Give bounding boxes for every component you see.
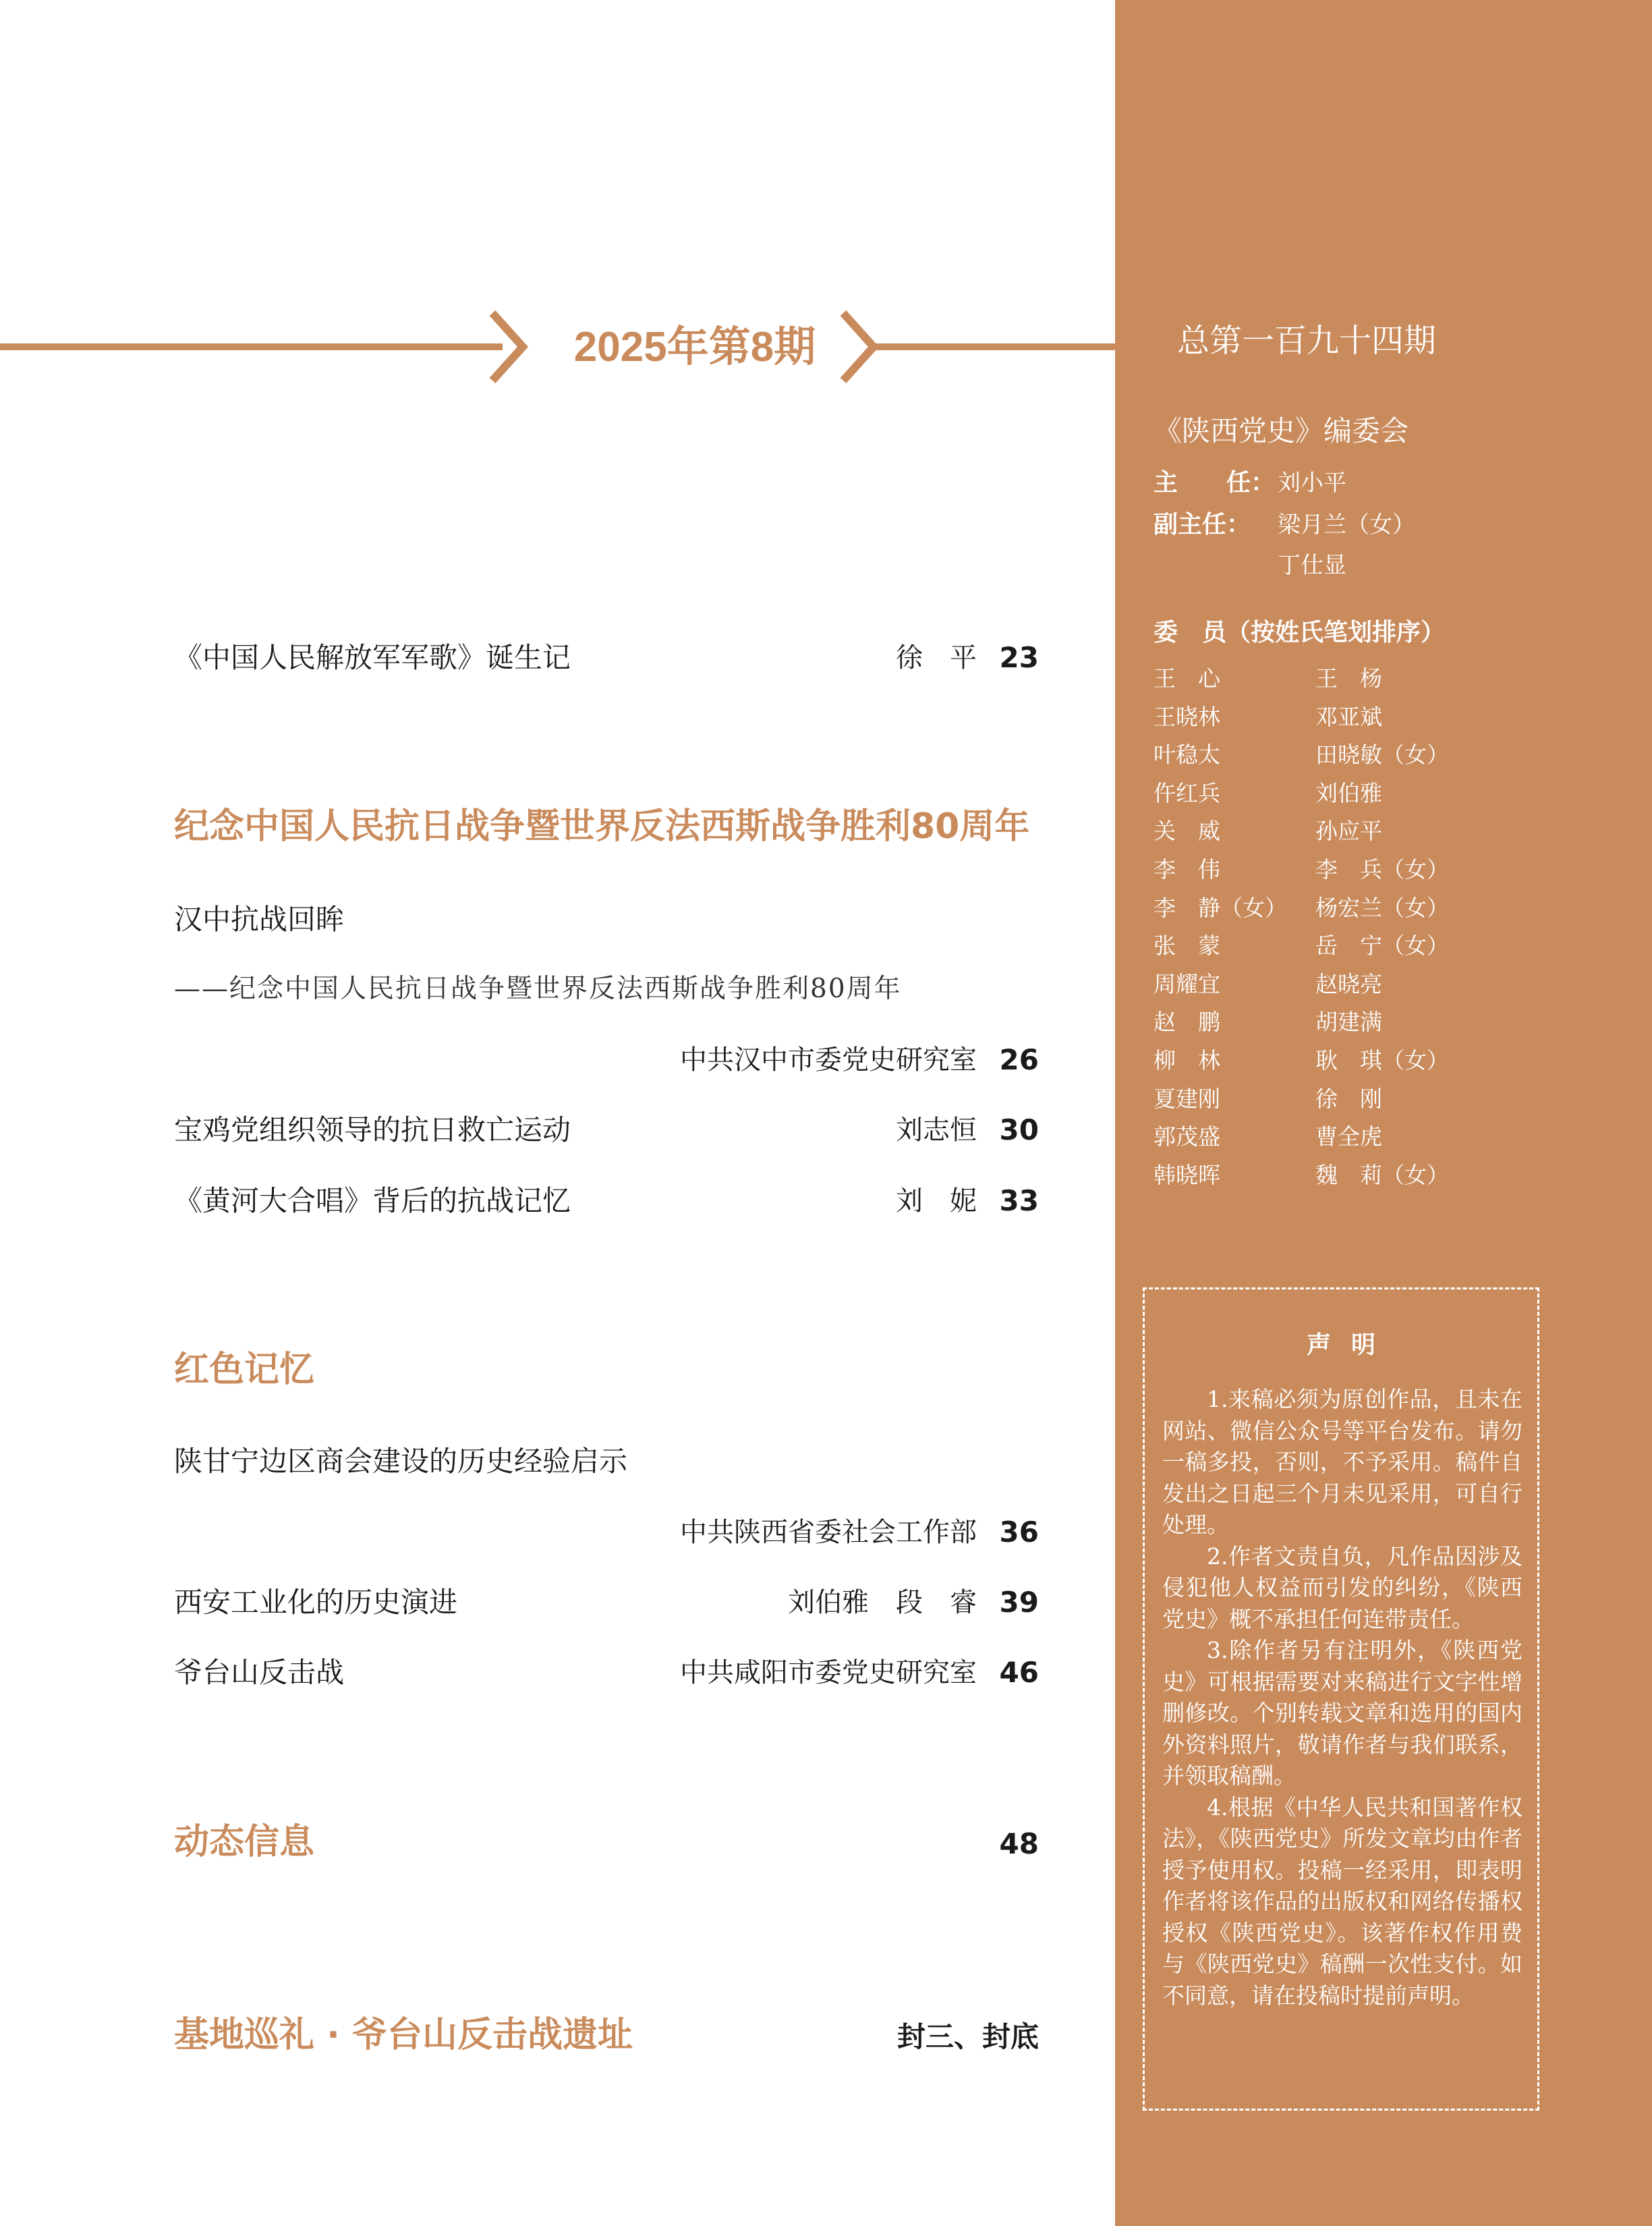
toc-item-author: 中共陕西省委社会工作部	[680, 1517, 977, 1548]
toc-item[interactable]	[174, 1579, 1039, 1626]
toc-item-title: 陕甘宁边区商会建设的历史经验启示	[174, 1445, 628, 1478]
member-name: 耿 琪（女）	[1315, 1047, 1449, 1074]
member-name: 仵红兵	[1153, 780, 1220, 806]
toc-item-page: 33	[999, 1184, 1039, 1217]
section-heading[interactable]: 动态信息	[174, 1822, 315, 1862]
notice-paragraph: 4.根据《中华人民共和国著作权法》，《陕西党史》所发文章均由作者授予使用权。投稿一经采用，即表明作者将该作品的出版权和网络传播权授权《陕西党史》。该著作权作用费与《陕西党史》稿酬一次性支付。如不同意，请在投稿时提前声明。	[1162, 1793, 1522, 2009]
editorial-board-title: 《陕西党史》编委会	[1153, 414, 1409, 447]
member-name: 韩晓晖	[1153, 1162, 1220, 1188]
notice-paragraph: 2.作者文责自负，凡作品因涉及侵犯他人权益而引发的纠纷，《陕西党史》概不承担任何连带责任。	[1162, 1542, 1522, 1632]
toc-item-author: 刘志恒	[896, 1115, 977, 1146]
member-name: 柳 林	[1153, 1047, 1220, 1074]
member-name: 岳 宁（女）	[1315, 933, 1449, 959]
member-name: 魏 莉（女）	[1315, 1162, 1449, 1188]
member-name: 杨宏兰（女）	[1315, 895, 1449, 921]
toc-item-page: 23	[999, 641, 1039, 674]
member-name: 夏建刚	[1153, 1086, 1220, 1112]
section-heading: 红色记忆	[174, 1349, 315, 1390]
member-name: 王 心	[1153, 665, 1220, 692]
member-name: 王 杨	[1315, 665, 1382, 692]
toc-item-author: 中共咸阳市委党史研究室	[680, 1657, 977, 1688]
member-name: 赵晓亮	[1315, 971, 1382, 997]
section-page: 48	[999, 1827, 1039, 1860]
toc-item[interactable]	[174, 634, 1039, 681]
toc-item-author: 中共汉中市委党史研究室	[680, 1045, 977, 1076]
section-page: 封三、封底	[896, 2020, 1039, 2053]
issue-title: 2025年第8期	[573, 324, 816, 370]
toc-item-meta	[174, 1036, 1039, 1084]
member-name: 邓亚斌	[1315, 704, 1382, 730]
member-name: 张 蒙	[1153, 933, 1220, 959]
toc-item-title: 宝鸡党组织领导的抗日救亡运动	[174, 1113, 571, 1146]
member-name: 关 威	[1153, 818, 1220, 844]
toc-item-page: 36	[999, 1515, 1039, 1549]
toc-item-meta	[174, 1509, 1039, 1556]
notice-title: 声明	[1306, 1331, 1396, 1359]
member-name: 胡建满	[1315, 1009, 1382, 1035]
member-name: 徐 刚	[1315, 1086, 1382, 1112]
toc-item-page: 46	[999, 1656, 1039, 1689]
member-name: 叶稳太	[1153, 742, 1220, 768]
toc-item-page: 26	[999, 1043, 1039, 1076]
toc-item-title: 汉中抗战回眸	[174, 903, 345, 936]
notice-paragraph: 1.来稿必须为原创作品，且未在网站、微信公众号等平台发布。请勿一稿多投，否则，不予采用。稿件自发出之日起三个月未见采用，可自行处理。	[1162, 1386, 1522, 1538]
member-name: 赵 鹏	[1153, 1009, 1220, 1035]
toc-item-author: 徐 平	[896, 642, 977, 673]
member-name: 周耀宜	[1153, 971, 1220, 997]
toc-item-title: 《黄河大合唱》背后的抗战记忆	[174, 1184, 571, 1217]
toc-item-page: 39	[999, 1586, 1039, 1619]
toc-item-author: 刘 妮	[896, 1186, 977, 1217]
section-heading: 纪念中国人民抗日战争暨世界反法西斯战争胜利80周年	[174, 806, 1030, 847]
toc-item[interactable]	[174, 896, 1039, 943]
toc-item[interactable]	[174, 1438, 1039, 1485]
toc-item[interactable]	[174, 1177, 1039, 1225]
toc-item-page: 30	[999, 1113, 1039, 1146]
member-name: 李 伟	[1153, 856, 1220, 883]
member-name: 李 兵（女）	[1315, 856, 1449, 883]
member-name: 李 静（女）	[1153, 895, 1287, 921]
director-label: 主 任：	[1153, 469, 1276, 497]
notice-body	[1162, 1384, 1522, 2011]
member-name: 王晓林	[1153, 704, 1220, 730]
toc-item-title: 爷台山反击战	[174, 1656, 345, 1689]
deputy-name: 梁月兰（女）	[1278, 511, 1415, 538]
director-name: 刘小平	[1278, 470, 1346, 497]
members-label: 委 员（按姓氏笔划排序）	[1153, 619, 1446, 646]
deputy-label: 副主任：	[1153, 511, 1251, 538]
notice-paragraph: 3.除作者另有注明外，《陕西党史》可根据需要对来稿进行文字性增删修改。个别转载文章和选用的国内外资料照片，敬请作者与我们联系，并领取稿酬。	[1162, 1637, 1522, 1789]
toc-item-title: 西安工业化的历史演进	[174, 1586, 458, 1619]
toc-item[interactable]	[174, 1649, 1039, 1696]
banner-line-right	[870, 343, 1115, 350]
toc-item-title: 《中国人民解放军军歌》诞生记	[174, 641, 571, 674]
toc-item[interactable]	[174, 1107, 1039, 1154]
deputy-name: 丁仕显	[1278, 552, 1346, 579]
banner-line-left	[0, 343, 503, 350]
chevron-right-icon	[486, 309, 533, 385]
member-name: 孙应平	[1315, 818, 1382, 844]
member-name: 刘伯雅	[1315, 780, 1382, 806]
toc-item-subtitle: ——纪念中国人民抗日战争暨世界反法西斯战争胜利80周年	[174, 974, 902, 1004]
toc-item-author: 刘伯雅 段 睿	[788, 1587, 977, 1618]
member-name: 田晓敏（女）	[1315, 742, 1449, 768]
total-issue-number: 总第一百九十四期	[1177, 322, 1437, 360]
member-name: 郭茂盛	[1153, 1123, 1220, 1150]
member-name: 曹全虎	[1315, 1123, 1382, 1150]
notice-box	[1143, 1287, 1539, 2111]
section-heading[interactable]: 基地巡礼 · 爷台山反击战遗址	[174, 2015, 633, 2055]
